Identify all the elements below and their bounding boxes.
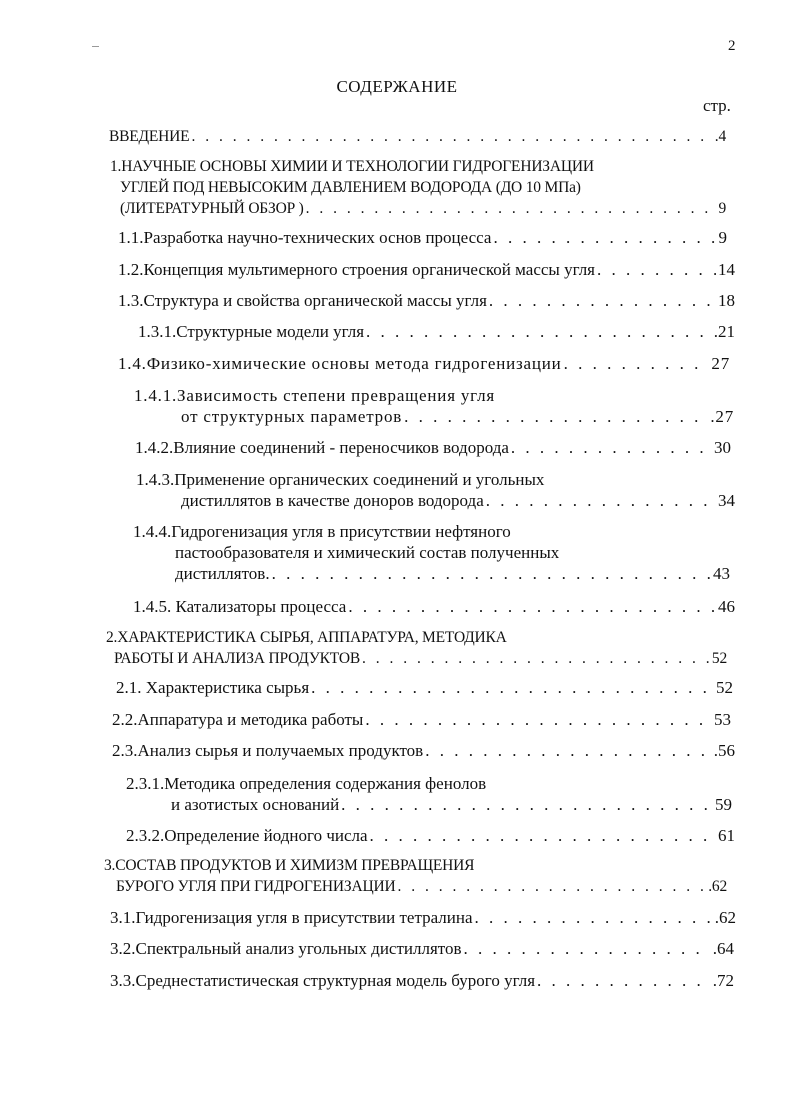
dot-leader	[564, 353, 710, 374]
toc-entry-label: 2.ХАРАКТЕРИСТИКА СЫРЬЯ, АППАРАТУРА, МЕТОДИКА	[106, 629, 507, 646]
toc-entry-label: 2.1. Характеристика сырья	[116, 678, 310, 697]
toc-entry-1-2[interactable]	[118, 259, 735, 280]
dot-leader	[537, 970, 711, 991]
dot-leader	[397, 876, 706, 897]
toc-entry-page: .64	[712, 939, 734, 958]
dot-leader	[365, 709, 712, 730]
toc-entry-2-3[interactable]	[112, 740, 735, 761]
toc-entry-1-4-1[interactable]	[134, 385, 734, 427]
toc-entry-page: .72	[712, 971, 734, 990]
toc-entry-label: 2.3.2.Определение йодного числа	[126, 826, 368, 845]
toc-entry-label: 2.3.1.Методика определения содержания фенолов	[126, 774, 487, 793]
toc-entry-page: 14	[718, 260, 735, 279]
toc-entry-page: 27	[711, 354, 730, 373]
toc-entry-1-4-3[interactable]	[136, 469, 735, 511]
toc-entry-introduction[interactable]	[109, 126, 726, 147]
toc-entry-2-3-2[interactable]	[126, 825, 735, 846]
dot-leader	[341, 794, 713, 815]
dot-leader	[306, 198, 717, 219]
dot-leader	[475, 907, 713, 928]
toc-entry-label: пастообразователя и химический состав полученных	[175, 543, 560, 562]
toc-entry-3-2[interactable]	[110, 938, 734, 959]
page-column-label: стр.	[703, 96, 731, 115]
toc-entry-label: 3.3.Среднестатистическая структурная модель бурого угля	[110, 971, 536, 990]
toc-entry-label: от структурных параметров	[181, 407, 403, 426]
toc-entry-label: и азотистых оснований	[171, 795, 340, 814]
toc-entry-page: 30	[714, 438, 731, 457]
toc-entry-label: 3.1.Гидрогенизация угля в присутствии тетралина	[110, 908, 473, 927]
toc-entry-label: 3.2.Спектральный анализ угольных дистиллятов	[110, 939, 462, 958]
dot-leader	[511, 437, 712, 458]
toc-entry-1-4[interactable]	[118, 353, 730, 374]
toc-entry-3-3[interactable]	[110, 970, 734, 991]
toc-entry-label: (ЛИТЕРАТУРНЫЙ ОБЗОР )	[120, 200, 304, 217]
toc-entry-1-3[interactable]	[118, 290, 735, 311]
dot-leader	[348, 596, 716, 617]
toc-entry-label: 1.НАУЧНЫЕ ОСНОВЫ ХИМИИ И ТЕХНОЛОГИИ ГИДРОГЕНИЗАЦИИ	[110, 158, 594, 175]
toc-entry-1-4-2[interactable]	[135, 437, 731, 458]
toc-entry-chapter-2[interactable]	[106, 627, 727, 669]
dot-leader	[370, 825, 716, 846]
toc-entry-label: 1.4.Физико-химические основы метода гидрогенизации	[118, 354, 562, 373]
toc-entry-page: 61	[718, 826, 735, 845]
toc-entry-page: .21	[713, 322, 735, 341]
dot-leader	[362, 648, 710, 669]
toc-entry-1-1[interactable]	[118, 227, 727, 248]
dot-leader	[493, 227, 716, 248]
toc-entry-label: 1.4.2.Влияние соединений - переносчиков водорода	[135, 438, 509, 457]
toc-entry-1-4-4[interactable]	[133, 521, 730, 584]
dot-leader	[486, 490, 716, 511]
toc-entry-3-1[interactable]	[110, 907, 736, 928]
dot-leader	[464, 938, 711, 959]
toc-entry-label: 1.4.3.Применение органических соединений и угольных	[136, 470, 545, 489]
page-title: СОДЕРЖАНИЕ	[336, 77, 458, 96]
toc-entry-label: 1.3.1.Структурные модели угля	[138, 322, 365, 341]
toc-entry-label: 1.1.Разработка научно-технических основ процесса	[118, 228, 492, 247]
toc-entry-chapter-3[interactable]	[104, 855, 727, 897]
toc-entry-page: .62	[714, 908, 736, 927]
toc-entry-1-4-5[interactable]	[133, 596, 735, 617]
toc-entry-2-1[interactable]	[116, 677, 733, 698]
dot-leader	[404, 406, 708, 427]
toc-entry-1-3-1[interactable]	[138, 321, 735, 342]
toc-entry-chapter-1[interactable]	[110, 156, 726, 219]
dot-leader	[489, 290, 716, 311]
toc-entry-label: РАБОТЫ И АНАЛИЗА ПРОДУКТОВ	[114, 650, 360, 667]
page-number: 2	[728, 38, 736, 54]
dot-leader	[311, 677, 714, 698]
toc-entry-page: 52	[716, 678, 733, 697]
toc-entry-page: 34	[718, 491, 735, 510]
toc-entry-label: БУРОГО УГЛЯ ПРИ ГИДРОГЕНИЗАЦИИ	[116, 878, 396, 895]
dot-leader	[191, 126, 712, 147]
toc-entry-page: 18	[718, 291, 735, 310]
toc-entry-page: .62	[708, 878, 727, 895]
toc-entry-page: 52	[711, 650, 727, 667]
dot-leader	[425, 740, 712, 761]
toc-entry-page: 9	[718, 200, 726, 217]
toc-entry-2-2[interactable]	[112, 709, 731, 730]
dot-leader	[366, 321, 712, 342]
dot-leader	[597, 259, 716, 280]
scan-mark	[92, 46, 99, 47]
toc-entry-page: 46	[718, 597, 735, 616]
toc-entry-page: 59	[715, 795, 732, 814]
toc-entry-label: 2.2.Аппаратура и методика работы	[112, 710, 364, 729]
toc-entry-page: .4	[714, 128, 726, 145]
toc-entry-page: .56	[713, 741, 735, 760]
toc-entry-2-3-1[interactable]	[126, 773, 732, 815]
toc-entry-page: 9	[718, 228, 727, 247]
toc-entry-label: 3.СОСТАВ ПРОДУКТОВ И ХИМИЗМ ПРЕВРАЩЕНИЯ	[104, 857, 475, 874]
toc-entry-label: УГЛЕЙ ПОД НЕВЫСОКИМ ДАВЛЕНИЕМ ВОДОРОДА (ДО 10 МПа)	[120, 179, 581, 196]
toc-entry-page: 43	[713, 564, 730, 583]
toc-entry-page: 53	[714, 710, 731, 729]
toc-entry-label: 1.4.4.Гидрогенизация угля в присутствии нефтяного	[133, 522, 511, 541]
toc-entry-label: ВВЕДЕНИЕ	[109, 128, 190, 145]
toc-entry-label: 1.3.Структура и свойства органической массы угля	[118, 291, 487, 310]
toc-entry-label: дистиллятов.	[175, 564, 270, 583]
dot-leader	[272, 563, 711, 584]
toc-entry-label: 2.3.Анализ сырья и получаемых продуктов	[112, 741, 424, 760]
toc-entry-page: .27	[710, 407, 734, 426]
toc-entry-label: 1.2.Концепция мультимерного строения органической массы угля	[118, 260, 596, 279]
toc-entry-label: 1.4.5. Катализаторы процесса	[133, 597, 347, 616]
toc-entry-label: 1.4.1.Зависимость степени превращения угля	[134, 386, 495, 405]
toc-entry-label: дистиллятов в качестве доноров водорода	[181, 491, 484, 510]
